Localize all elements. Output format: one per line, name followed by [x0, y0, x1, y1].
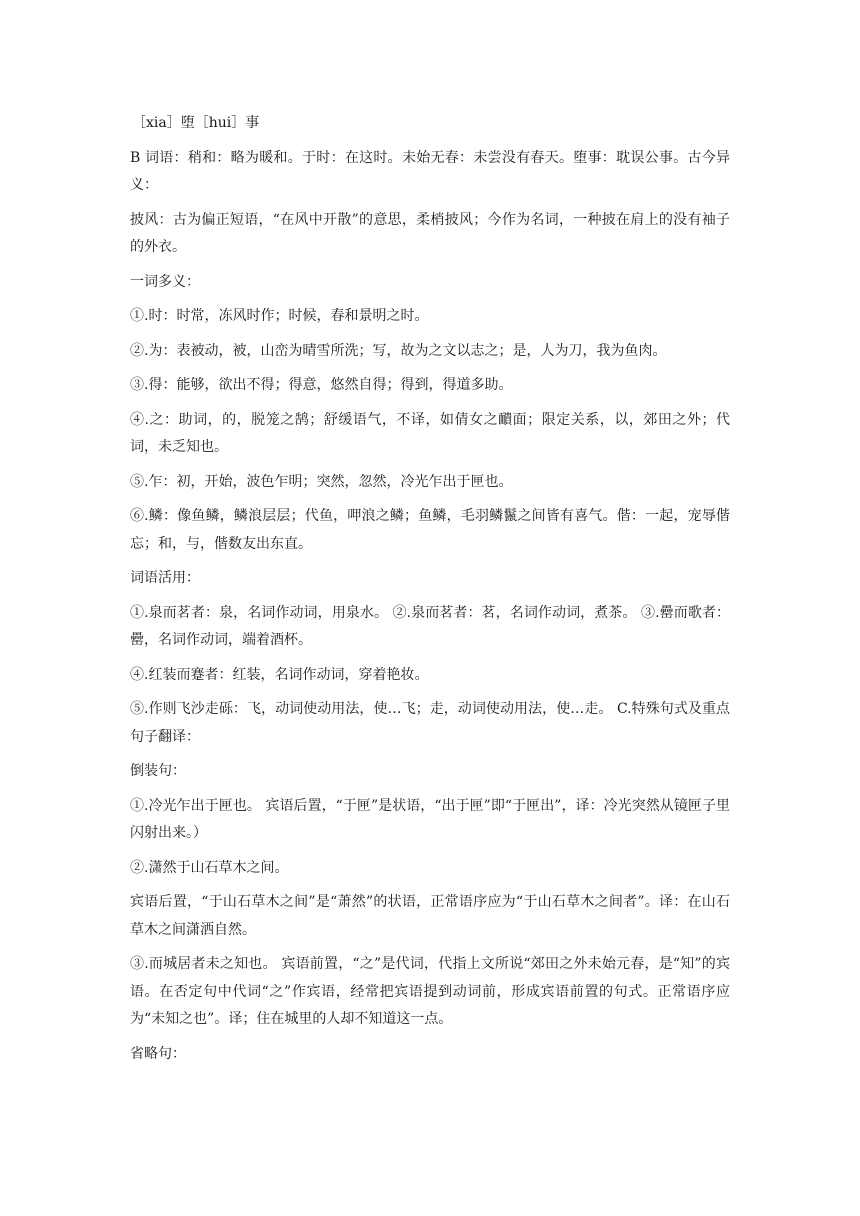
inverted-sentence-item-3: ③.而城居者未之知也。 宾语前置，“之”是代词，代指上文所说“郊田之外未始元春，是“知”的宾语。在否定句中代词“之”作宾语，经常把宾语提到动词前，形成宾语前置的句式。正常语序应为“未知之也”。译；住在城里的人却不知道这一点。 [130, 956, 730, 1027]
polysemy-item-5: ⑤.乍：初，开始，波色乍明；突然，忽然，冷光乍出于匣也。 [130, 473, 513, 490]
polysemy-item-1: ①.时：时常，冻风时作；时候，春和景明之时。 [130, 308, 429, 324]
word-usage-item-4: ④.红装而蹇者：红装，名词作动词，穿着艳妆。 [130, 666, 429, 683]
word-usage-heading: 词语活用： [130, 570, 200, 586]
polysemy-heading: 一词多义： [130, 273, 200, 290]
polysemy-item-2: ②.为：表被动，被，山峦为晴雪所洗；写，故为之文以志之；是，人为刀，我为鱼肉。 [130, 342, 667, 359]
inverted-sentence-heading: 倒装句： [130, 763, 186, 779]
inverted-sentence-item-1: ①.冷光乍出于匣也。 宾语后置，“于匣”是状语，“出于匣”即“于匣出”，译：冷光突然从镜匣子里闪射出来。） [130, 797, 730, 841]
vocabulary-paragraph: B 词语：稍和：略为暖和。于时：在这时。未始无春：未尝没有春天。堕事：耽误公事。古今异义： [130, 149, 730, 193]
polysemy-item-4: ④.之：助词，的，脱笼之鹄；舒缓语气，不译，如倩女之靧面；限定关系，以，郊田之外；代词，未乏知也。 [130, 411, 730, 455]
polysemy-item-6: ⑥.鳞：像鱼鳞，鳞浪层层；代鱼，呷浪之鳞；鱼鳞，毛羽鳞鬣之间皆有喜气。偕：一起，宠辱偕忘；和，与，偕数友出东直。 [130, 508, 730, 552]
document-body [130, 110, 730, 1075]
word-usage-item-1-3: ①.泉而茗者：泉，名词作动词，用泉水。 ②.泉而茗者：茗，名词作动词，煮茶。 ③.罍而歌者：罍，名词作动词，端着酒杯。 [130, 604, 730, 648]
pinyin-note-line: ［xia］堕［hui］事 [132, 115, 260, 131]
inverted-sentence-item-2-note: 宾语后置，“于山石草木之间”是“萧然”的状语，正常语序应为“于山石草木之间者”。译：在山石草木之间潇洒自然。 [130, 894, 730, 938]
word-usage-item-5: ⑤.作则飞沙走砾：飞，动词使动用法，使…飞；走，动词使动用法，使…走。 C.特殊句式及重点句子翻译： [130, 701, 730, 745]
polysemy-item-3: ③.得：能够，欲出不得；得意，悠然自得；得到，得道多助。 [130, 377, 513, 393]
ancient-modern-meaning-paragraph: 披风：古为偏正短语，“在风中开散”的意思，柔梢披风；今作为名词，一种披在肩上的没有袖子的外衣。 [130, 211, 730, 255]
inverted-sentence-item-2: ②.潇然于山石草木之间。 [130, 859, 289, 876]
ellipsis-sentence-heading: 省略句： [130, 1045, 186, 1062]
